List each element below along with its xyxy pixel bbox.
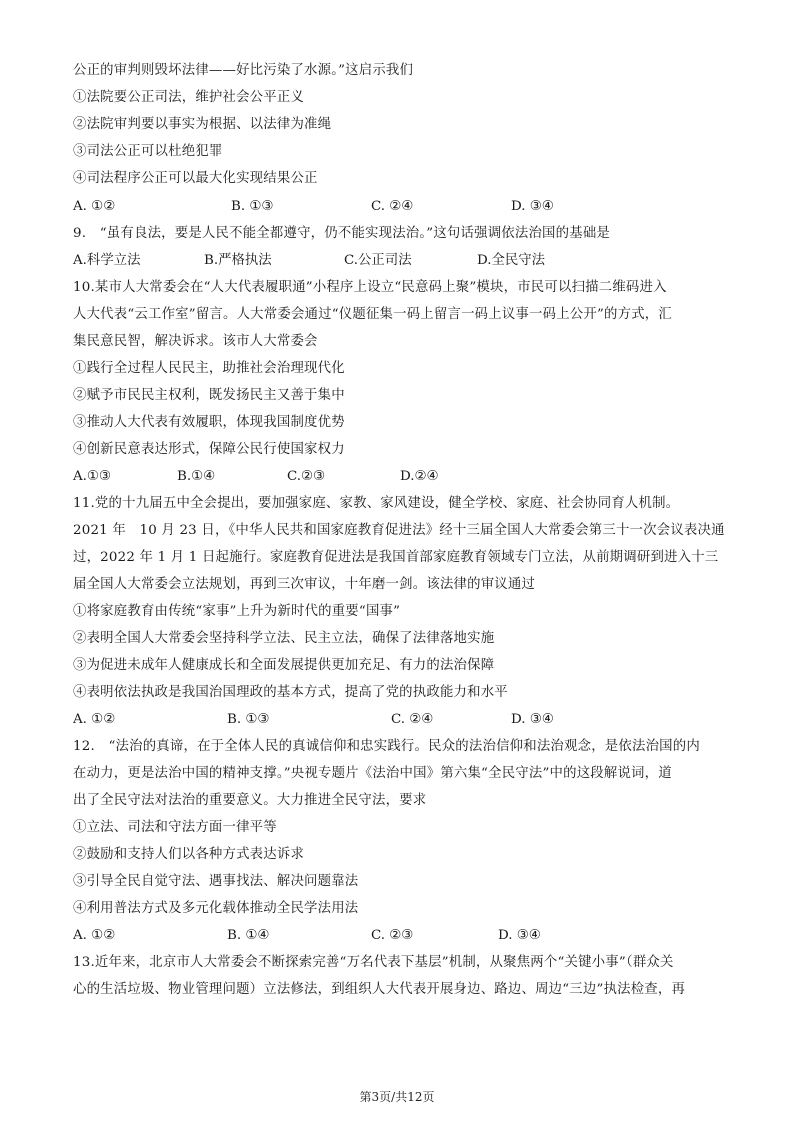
q12-option-b[interactable]: B. ①④ (227, 928, 270, 943)
q11-stem-4: 届全国人大常委会立法规划，再到三次审议，十年磨一剑。该法律的审议通过 (73, 577, 536, 592)
q8-option-c[interactable]: C. ②④ (371, 199, 414, 214)
q8-item-3: ③司法公正可以杜绝犯罪 (73, 144, 223, 159)
q12-item-2: ②鼓励和支持人们以各种方式表达诉求 (73, 847, 305, 862)
q11-item-4: ④表明依法执政是我国治国理政的基本方式，提高了党的执政能力和水平 (73, 685, 508, 700)
q8-option-a[interactable]: A. ①② (73, 199, 116, 214)
q12-option-c[interactable]: C. ②③ (371, 928, 414, 943)
q11-stem-1: 11.党的十九届五中全会提出，要加强家庭、家教、家风建设，健全学校、家庭、社会协同育人机制。 (73, 496, 680, 511)
q8-item-4: ④司法程序公正可以最大化实现结果公正 (73, 171, 318, 186)
q11-option-a[interactable]: A. ①② (73, 712, 116, 727)
q10-options (73, 467, 733, 487)
q10-stem-1: 10.某市人大常委会在“人大代表履职通”小程序上设立“民意码上聚”模块，市民可以扫描二维码进入 (73, 280, 667, 295)
q12-option-a[interactable]: A. ①② (73, 928, 116, 943)
q10-item-2: ②赋予市民民主权利，既发扬民主又善于集中 (73, 388, 345, 403)
q10-option-d[interactable]: D.②④ (400, 469, 439, 484)
q8-item-1: ①法院要公正司法，维护社会公平正义 (73, 90, 305, 105)
q11-options (73, 710, 733, 730)
q12-option-d[interactable]: D. ③④ (498, 928, 541, 943)
q12-stem-1: 12. “法治的真谛，在于全体人民的真诚信仰和忠实践行。民众的法治信仰和法治观念，是依法治国的内 (73, 739, 700, 754)
q10-item-4: ④创新民意表达形式，保障公民行使国家权力 (73, 442, 345, 457)
q12-item-4: ④利用普法方式及多元化载体推动全民学法用法 (73, 901, 359, 916)
q12-item-3: ③引导全民自觉守法、遇事找法、解决问题靠法 (73, 874, 359, 889)
q11-item-1: ①将家庭教育由传统“家事”上升为新时代的重要“国事” (73, 604, 401, 619)
q9-option-b[interactable]: B.严格执法 (204, 253, 272, 268)
q12-item-1: ①立法、司法和守法方面一律平等 (73, 820, 277, 835)
q11-option-c[interactable]: C. ②④ (391, 712, 434, 727)
q10-item-3: ③推动人大代表有效履职，体现我国制度优势 (73, 415, 345, 430)
q10-stem-2: 人大代表“云工作室”留言。人大常委会通过“仪题征集一码上留言一码上议事一码上公开”的方式，汇 (73, 307, 672, 322)
q9-option-d[interactable]: D.全民守法 (477, 253, 546, 268)
q10-item-1: ①践行全过程人民民主，助推社会治理现代化 (73, 361, 345, 376)
q9-stem: 9. “虽有良法，要是人民不能全都遵守，仍不能实现法治。”这句话强调依法治国的基础是 (73, 226, 611, 241)
q13-stem-1: 13.近年来，北京市人大常委会不断探索完善“万名代表下基层”机制，从聚焦两个“关键小事”（群众关 (73, 955, 674, 970)
page-number-footer: 第3页/共12页 (359, 1090, 435, 1104)
q11-item-3: ③为促进未成年人健康成长和全面发展提供更加充足、有力的法治保障 (73, 658, 495, 673)
q12-stem-3: 出了全民守法对法治的重要意义。大力推进全民守法，要求 (73, 793, 427, 808)
q10-option-a[interactable]: A.①③ (73, 469, 111, 484)
q9-option-c[interactable]: C.公正司法 (344, 253, 412, 268)
q11-stem-2: 2021 年 10 月 23 日，《中华人民共和国家庭教育促进法》经十三届全国人大常委会第三十一次会议表决通 (73, 523, 725, 538)
q11-option-b[interactable]: B. ①③ (227, 712, 270, 727)
q11-option-d[interactable]: D. ③④ (511, 712, 554, 727)
q10-stem-3: 集民意民智，解决诉求。该市人大常委会 (73, 334, 318, 349)
q10-option-c[interactable]: C.②③ (287, 469, 326, 484)
q8-option-b[interactable]: B. ①③ (231, 199, 274, 214)
q8-options (73, 197, 733, 217)
q8-item-2: ②法院审判要以事实为根据、以法律为准绳 (73, 117, 332, 132)
q9-option-a[interactable]: A.科学立法 (73, 253, 141, 268)
q11-item-2: ②表明全国人大常委会坚持科学立法、民主立法，确保了法律落地实施 (73, 631, 495, 646)
q8-option-d[interactable]: D. ③④ (511, 199, 554, 214)
q11-stem-3: 过，2022 年 1 月 1 日起施行。家庭教育促进法是我国首部家庭教育领域专门立法，从前期调研到进入十三 (73, 550, 719, 565)
q13-stem-2: 心的生活垃圾、物业管理问题）立法修法，到组织人大代表开展身边、路边、周边“三边”执法检查，再 (73, 982, 686, 997)
q10-option-b[interactable]: B.①④ (177, 469, 216, 484)
q12-options (73, 926, 733, 946)
q8-stem-tail: 公正的审判则毁坏法律——好比污染了水源。”这启示我们 (73, 63, 414, 78)
q12-stem-2: 在动力，更是法治中国的精神支撑。”央视专题片《法治中国》第六集“全民守法”中的这段解说词，道 (73, 766, 672, 781)
q9-options (73, 251, 733, 271)
